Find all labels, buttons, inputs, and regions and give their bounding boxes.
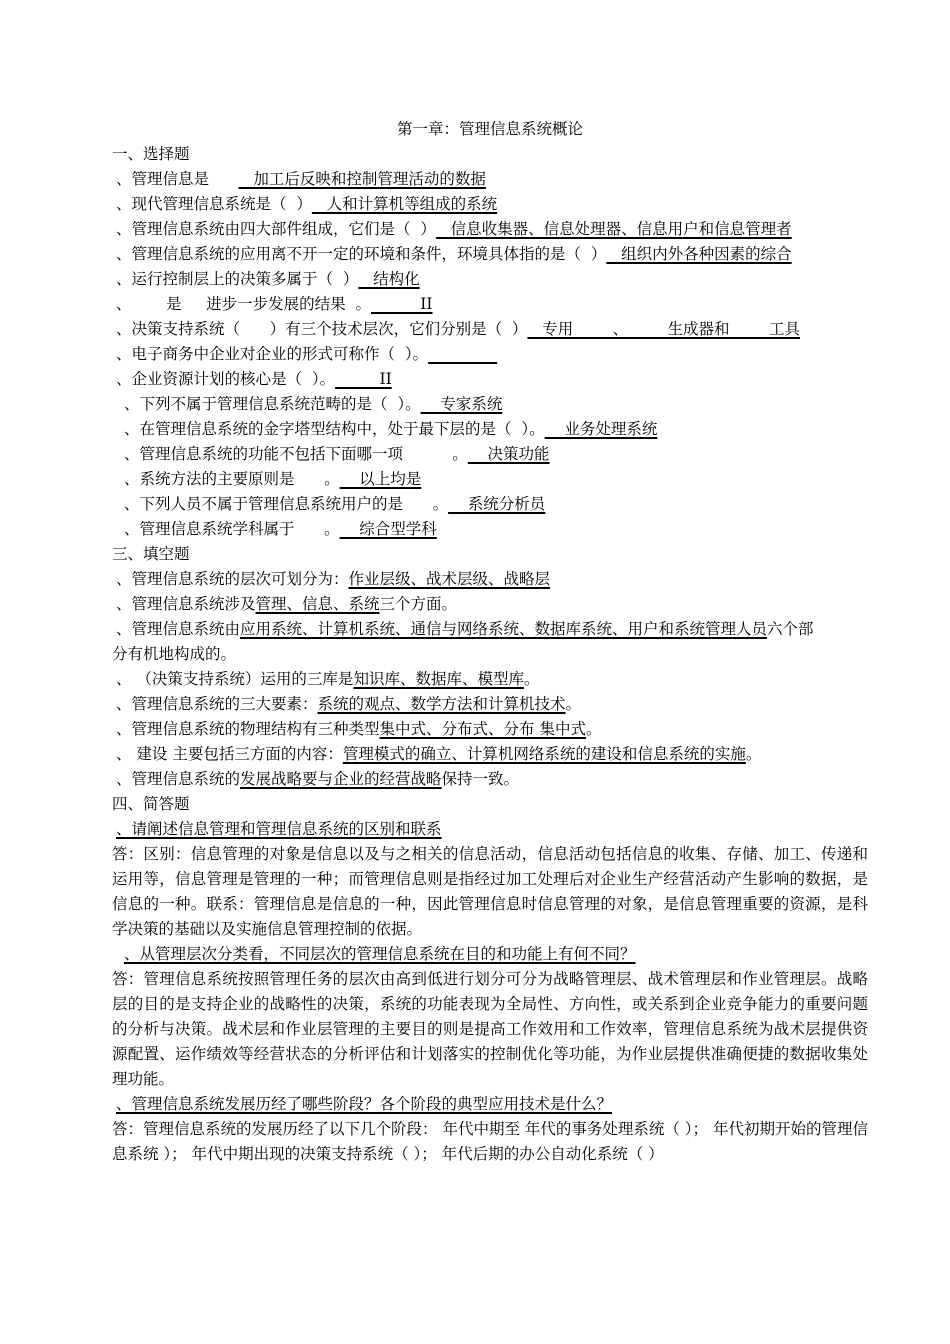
answer-text: 决策功能 [467, 445, 550, 463]
choice-question [112, 192, 868, 217]
answer-text: 专家系统 [420, 395, 503, 413]
answer-text: 加工后反映和控制管理活动的数据 [238, 170, 486, 188]
question-text: 三个方面。 [379, 595, 458, 613]
answer-text: II [335, 370, 392, 388]
answer-text: 知识库、数据库、模型库 [353, 670, 524, 688]
question-text: 。 [565, 695, 582, 713]
choice-question [112, 492, 868, 517]
question-text: 、管理信息系统的层次可划分为： [116, 570, 349, 588]
choice-question [112, 342, 868, 367]
fill-question [112, 567, 868, 592]
fill-question-continuation: 分有机地构成的。 [112, 645, 237, 663]
question-text: 、管理信息系统涉及 [116, 595, 256, 613]
question-text: 、企业资源计划的核心是（ ）。 [116, 370, 336, 388]
answer-text: 人和计算机等组成的系统 [311, 195, 498, 213]
answer-text: 业务处理系统 [544, 420, 658, 438]
document-page [112, 116, 868, 1167]
answer-text: 以上均是 [339, 470, 422, 488]
fill-question [112, 592, 868, 617]
answer-text: 作业层级、战术层级、战略层 [348, 570, 551, 588]
answer-text: 系统分析员 [448, 495, 546, 513]
choice-question [112, 442, 868, 467]
short-question [112, 942, 868, 967]
fill-question [112, 667, 868, 692]
question-text: 、管理信息系统由 [116, 620, 241, 638]
question-text: 、下列不属于管理信息系统范畴的是（ ）。 [124, 395, 421, 413]
answer-paragraph: 答：区别：信息管理的对象是信息以及与之相关的信息活动，信息活动包括信息的收集、存储、加工、传递和运用等，信息管理是管理的一种；而管理信息则是指经过加工处理后对企业生产经营活动产生影响的数据，是信息的一种。联系：管理信息是信息的一种，因此管理信息时信息管理的对象，是信息管理重要的资源，是科学决策的基础以及实施信息管理控制的依据。 [112, 845, 868, 938]
fill-question [112, 742, 868, 767]
question-text: 、在管理信息系统的金字塔型结构中，处于最下层的是（ ）。 [124, 420, 545, 438]
answer-text [428, 345, 497, 363]
question-text: 。 [745, 745, 762, 763]
question-text: 、管理信息系统的 [116, 770, 241, 788]
answer-text: II [370, 295, 433, 313]
choice-question [112, 292, 868, 317]
question-text: 、系统方法的主要原则是 。 [124, 470, 340, 488]
choice-question [112, 417, 868, 442]
answer-paragraph: 答：管理信息系统的发展历经了以下几个阶段： 年代中期至 年代的事务处理系统（ ）； 年代初期开始的管理信息系统 ）； 年代中期出现的决策支持系统（ ）； 年代后期的办公自动化系统（ ） [112, 1120, 868, 1163]
choice-question [112, 317, 868, 342]
answer-text: 专用 、 生成器和 工具 [527, 320, 800, 338]
question-text: 、管理信息系统的应用离不开一定的环境和条件，环境具体指的是（ ） [116, 245, 607, 263]
section-heading-short: 四、简答题 [112, 795, 190, 813]
question-text: 、 （决策支持系统）运用的三库是 [116, 670, 354, 688]
question-text: 、现代管理信息系统是（ ） [116, 195, 312, 213]
question-text: 。 [585, 720, 602, 738]
question-text: 、管理信息系统的三大要素： [116, 695, 318, 713]
choice-question [112, 267, 868, 292]
question-text: 、管理信息是 [116, 170, 210, 188]
section-heading-choice: 一、选择题 [112, 145, 190, 163]
choice-question-list [112, 167, 868, 542]
question-text: 、 是 进步一步发展的结果 。 [116, 295, 371, 313]
question-gap [209, 170, 239, 188]
question-text: 六个部 [767, 620, 814, 638]
fill-question [112, 692, 868, 717]
choice-question [112, 167, 868, 192]
question-text: 、管理信息系统由四大部件组成，它们是（ ） [116, 220, 436, 238]
chapter-title: 第一章：管理信息系统概论 [396, 120, 583, 138]
question-text: 、下列人员不属于管理信息系统用户的是 。 [124, 495, 449, 513]
answer-paragraph: 答：管理信息系统按照管理任务的层次由高到低进行划分可分为战略管理层、战术管理层和作业管理层。战略层的目的是支持企业的战略性的决策，系统的功能表现为全局性、方向性，或关系到企业竞争能力的重要问题的分析与决策。战术层和作业层管理的主要目的则是提高工作效用和工作效率，管理信息系统为战术层提供资源配置、运作绩效等经营状态的分析评估和计划落实的控制优化等功能，为作业层提供准确便捷的数据收集处理功能。 [112, 970, 868, 1088]
choice-question [112, 242, 868, 267]
short-question [112, 1092, 868, 1117]
answer-text: 集中式、分布式、分布 集中式 [379, 720, 586, 738]
fill-question [112, 617, 868, 642]
answer-text: 信息收集器、信息处理器、信息用户和信息管理者 [435, 220, 792, 238]
short-question [112, 817, 868, 842]
section-heading-fill: 三、填空题 [112, 545, 190, 563]
question-text: 保持一致。 [441, 770, 520, 788]
question-text: 、从管理层次分类看，不同层次的管理信息系统在目的和功能上有何不同？ [124, 945, 636, 963]
answer-text: 发展战略要与企业的经营战略 [240, 770, 442, 788]
question-text: 。 [523, 670, 540, 688]
question-text: 、 建设 主要包括三方面的内容： [116, 745, 343, 763]
fill-question [112, 767, 868, 792]
choice-question [112, 367, 868, 392]
question-text: 、电子商务中企业对企业的形式可称作（ ）。 [116, 345, 429, 363]
answer-text: 管理、信息、系统 [255, 595, 380, 613]
answer-text: 结构化 [358, 270, 420, 288]
fill-question [112, 717, 868, 742]
answer-text: 应用系统、计算机系统、通信与网络系统、数据库系统、用户和系统管理人员 [240, 620, 768, 638]
question-text: 、请阐述信息管理和管理信息系统的区别和联系 [116, 820, 442, 838]
choice-question [112, 517, 868, 542]
question-text: 、管理信息系统发展历经了哪些阶段？各个阶段的典型应用技术是什么？ [116, 1095, 613, 1113]
short-answer-list [112, 817, 868, 1167]
question-text: 、决策支持系统（ ）有三个技术层次，它们分别是（ ） [116, 320, 528, 338]
question-text: 、运行控制层上的决策多属于（ ） [116, 270, 359, 288]
answer-text: 组织内外各种因素的综合 [606, 245, 792, 263]
answer-text: 管理模式的确立、计算机网络系统的建设和信息系统的实施 [342, 745, 746, 763]
choice-question [112, 467, 868, 492]
question-text: 、管理信息系统的功能不包括下面哪一项 。 [124, 445, 468, 463]
fill-question-list [112, 567, 868, 792]
choice-question [112, 392, 868, 417]
answer-text: 系统的观点、数学方法和计算机技术 [317, 695, 566, 713]
question-text: 、管理信息系统学科属于 。 [124, 520, 340, 538]
choice-question [112, 217, 868, 242]
answer-text: 综合型学科 [339, 520, 437, 538]
question-text: 、管理信息系统的物理结构有三种类型 [116, 720, 380, 738]
